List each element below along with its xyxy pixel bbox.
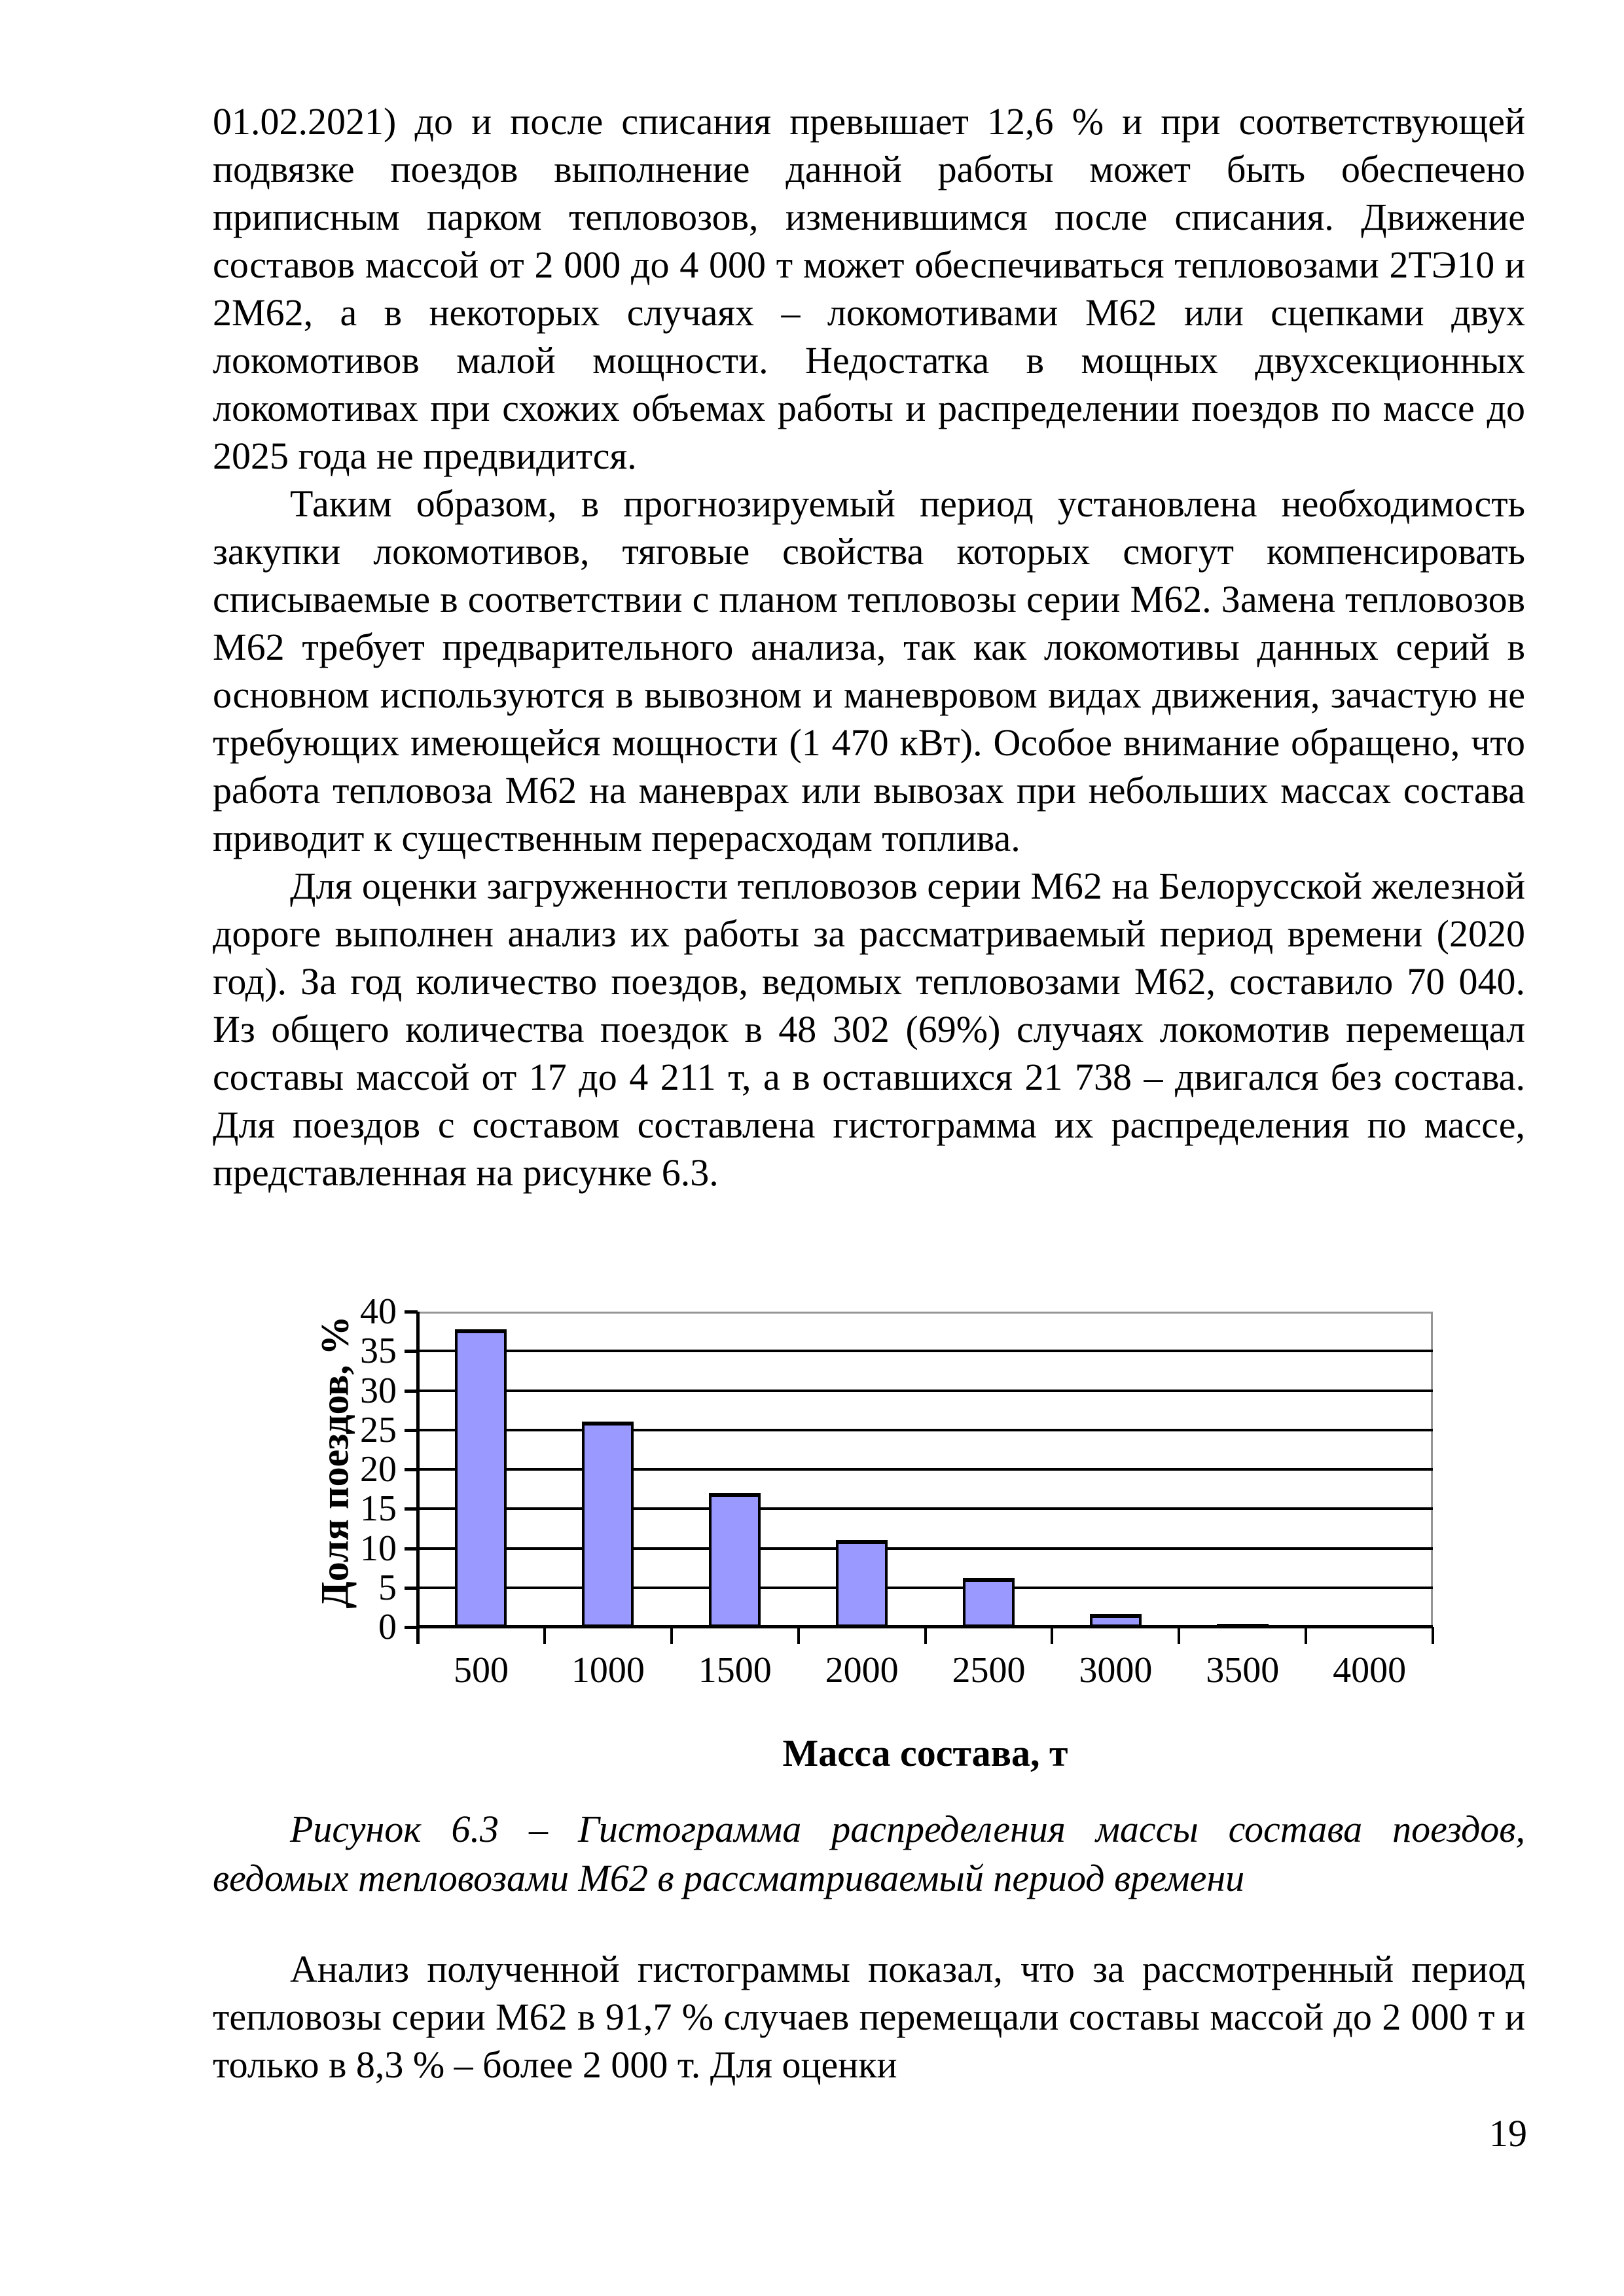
chart-plot-area [418, 1312, 1433, 1627]
y-tick-label-5: 5 [378, 1567, 397, 1608]
y-tick-label-35: 35 [360, 1331, 397, 1372]
y-tick-label-25: 25 [360, 1409, 397, 1450]
bar-1000 [582, 1422, 634, 1628]
body-text [213, 98, 1525, 1196]
x-axis-title: Масса состава, т [782, 1732, 1068, 1774]
y-tick-mark-0 [405, 1626, 418, 1629]
plot-border-right [1431, 1312, 1433, 1627]
y-tick-label-30: 30 [360, 1370, 397, 1411]
gridline-15 [418, 1507, 1433, 1510]
paragraph-2: Таким образом, в прогнозируемый период установлена необходимость закупки локомотивов, тяговые свойства которых смогут компенсировать списываемые в соответствии с планом тепловозы серии М62. Замена тепловозов М62 требует предварительного анализа, так как локомотивы данных серий в основном используются в вывозном и маневровом видах движения, зачастую не требующих имеющейся мощности (1 470 кВт). Особое внимание обращено, что работа тепловоза М62 на маневрах или вывозах при небольших массах состава приводит к существенным перерасходам топлива. [213, 482, 1525, 859]
gridline-10 [418, 1547, 1433, 1550]
x-tick-mark-7 [1305, 1627, 1307, 1644]
x-tick-mark-5 [1051, 1627, 1053, 1644]
x-tick-label-1500: 1500 [698, 1650, 772, 1691]
gridline-5 [418, 1587, 1433, 1589]
figure-caption: Рисунок 6.3 – Гистограмма распределения массы состава поездов, ведомых тепловозами М62 в рассматриваемый период времени [213, 1808, 1525, 1899]
x-tick-mark-1 [543, 1627, 546, 1644]
y-tick-mark-15 [405, 1507, 418, 1511]
x-tick-label-2000: 2000 [825, 1650, 899, 1691]
paragraph-3: Для оценки загруженности тепловозов серии М62 на Белорусской железной дороге выполнен анализ их работы за рассматриваемый период времени (2020 год). За год количество поездов, ведомых тепловозами М62, составило 70 040. Из общего количества поездок в 48 302 (69%) случаях локомотив перемещал составы массой от 17 до 4 211 т, а в оставшихся 21 738 – двигался без состава. Для поездов с составом составлена гистограмма их распределения по массе, представленная на рисунке 6.3. [213, 865, 1525, 1194]
x-tick-label-2500: 2500 [952, 1650, 1026, 1691]
bar-2500 [963, 1578, 1015, 1627]
x-tick-mark-4 [924, 1627, 927, 1644]
page-number: 19 [1489, 2112, 1527, 2155]
y-tick-label-15: 15 [360, 1488, 397, 1530]
bar-1500 [709, 1493, 761, 1627]
bar-2000 [836, 1540, 888, 1627]
x-tick-mark-0 [416, 1627, 419, 1644]
y-tick-mark-30 [405, 1390, 418, 1393]
y-tick-mark-10 [405, 1547, 418, 1551]
y-tick-label-10: 10 [360, 1528, 397, 1569]
x-tick-mark-3 [797, 1627, 800, 1644]
x-tick-label-500: 500 [453, 1650, 509, 1691]
y-axis-title: Доля поездов, % [313, 1316, 357, 1609]
y-tick-mark-25 [405, 1429, 418, 1432]
gridline-20 [418, 1468, 1433, 1471]
x-axis-line [416, 1625, 1433, 1628]
y-tick-mark-5 [405, 1587, 418, 1590]
gridline-30 [418, 1390, 1433, 1392]
x-tick-mark-6 [1178, 1627, 1180, 1644]
gridline-35 [418, 1350, 1433, 1352]
x-tick-mark-2 [670, 1627, 673, 1644]
paragraph-1: 01.02.2021) до и после списания превышает 12,6 % и при соответствующей подвязке поездов выполнение данной работы может быть обеспечено приписным парком тепловозов, изменившимся после списания. Движение составов массой от 2 000 до 4 000 т может обеспечиваться тепловозами 2ТЭ10 и 2М62, а в некоторых случаях – локомотивами М62 или сцепками двух локомотивов малой мощности. Недостатка в мощных двухсекционных локомотивах при схожих объемах работы и распределении поездов по массе до 2025 года не предвидится. [213, 100, 1525, 477]
x-tick-label-4000: 4000 [1333, 1650, 1407, 1691]
closing-paragraph: Анализ полученной гистограммы показал, что за рассмотренный период тепловозы серии М62 в 91,7 % случаев перемещали составы массой до 2 000 т и только в 8,3 % – более 2 000 т. Для оценки [213, 1948, 1525, 2086]
x-tick-label-3500: 3500 [1206, 1650, 1280, 1691]
x-tick-label-3000: 3000 [1079, 1650, 1153, 1691]
gridline-25 [418, 1429, 1433, 1431]
y-tick-label-20: 20 [360, 1449, 397, 1490]
y-tick-label-0: 0 [378, 1607, 397, 1647]
y-tick-mark-20 [405, 1468, 418, 1471]
bar-3000 [1090, 1614, 1142, 1627]
x-tick-mark-8 [1432, 1627, 1434, 1644]
plot-border-top [418, 1312, 1433, 1314]
y-tick-label-40: 40 [360, 1291, 397, 1332]
y-axis-line [416, 1312, 420, 1644]
y-tick-mark-40 [405, 1310, 418, 1314]
x-tick-label-1000: 1000 [571, 1650, 645, 1691]
y-tick-mark-35 [405, 1350, 418, 1353]
bar-3500 [1217, 1624, 1269, 1627]
bar-500 [455, 1329, 507, 1627]
